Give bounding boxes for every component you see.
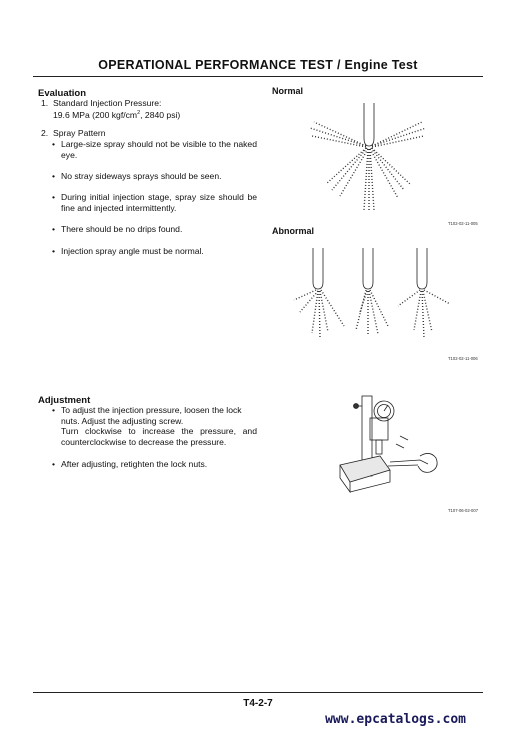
bullet-text: During initial injection stage, spray size should be fine and injected intermittently.	[61, 192, 257, 213]
adjustment-line: To adjust the injection pressure, loosen the lock	[61, 405, 242, 415]
adjust-caption: T107-06-02-007	[448, 508, 479, 513]
bullet-text: There should be no drips found.	[61, 224, 183, 234]
bullet-icon: •	[52, 405, 56, 415]
evaluation-heading: Evaluation	[38, 88, 87, 99]
bullet-icon: •	[52, 246, 56, 256]
abnormal-caption: T102-02-11-006	[448, 356, 478, 361]
bullet-icon: •	[52, 224, 56, 234]
bullet-icon: •	[52, 171, 56, 181]
watermark-link[interactable]: www.epcatalogs.com	[325, 712, 466, 727]
item1-value-sup: 2	[137, 110, 141, 116]
normal-caption: T102-02-11-005	[448, 221, 478, 226]
item2-label: 2.	[41, 128, 49, 138]
adjustment-line: nuts. Adjust the adjusting screw.	[61, 415, 184, 426]
bullet-icon: •	[52, 459, 56, 469]
adjustment-line: counterclockwise to decrease the pressure.	[61, 436, 227, 447]
bullet-text: After adjusting, retighten the lock nuts.	[61, 459, 208, 469]
page-title: OPERATIONAL PERFORMANCE TEST / Engine Test	[98, 58, 418, 72]
bullet-icon: •	[52, 139, 56, 149]
item1-value-pre: 19.6 MPa (200 kgf/cm	[53, 109, 138, 120]
bullet-icon: •	[52, 192, 56, 202]
item1-label: 1.	[41, 98, 49, 108]
abnormal-label: Abnormal	[272, 226, 315, 236]
bullet-text: No stray sideways sprays should be seen.	[61, 171, 222, 181]
item2-title: Spray Pattern	[53, 128, 106, 138]
normal-label: Normal	[272, 86, 304, 96]
item1-title: Standard Injection Pressure:	[53, 98, 162, 108]
bullet-text: Large-size spray should not be visible to the naked eye.	[61, 139, 257, 160]
bullet-text: Injection spray angle must be normal.	[61, 246, 204, 256]
footer-rule	[33, 692, 483, 693]
page-number: T4-2-7	[243, 698, 273, 709]
knob-icon	[354, 404, 359, 409]
adjusting-wrench	[390, 460, 428, 464]
hand-outline	[418, 453, 437, 472]
adjustment-line: Turn clockwise to increase the pressure, and	[61, 426, 257, 437]
adjustment-heading: Adjustment	[38, 395, 91, 406]
item1-value-post: , 2840 psi)	[140, 109, 181, 120]
test-container	[340, 456, 390, 482]
